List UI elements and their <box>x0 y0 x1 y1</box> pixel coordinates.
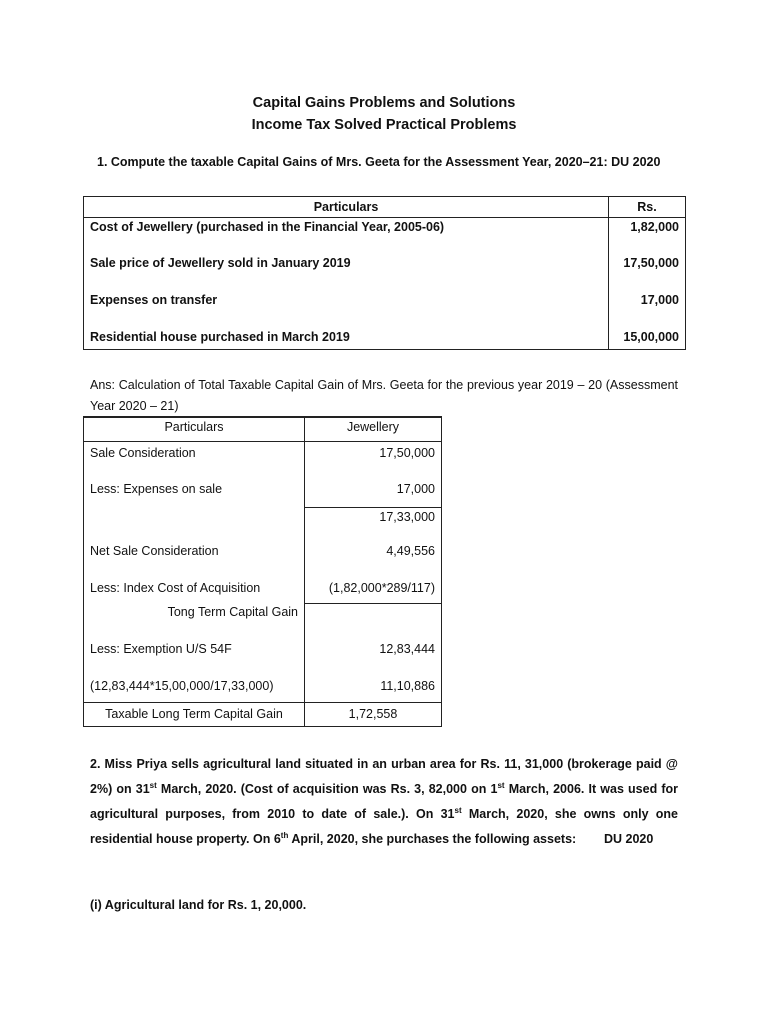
row-value: 15,00,000 <box>609 328 686 350</box>
row-label: Residential house purchased in March 2019 <box>84 328 609 350</box>
question-2-text-5: April, 2020, she purchases the following assets: DU 2020 <box>288 832 654 846</box>
row-label: Taxable Long Term Capital Gain <box>84 702 305 726</box>
question-2-item-1: (i) Agricultural land for Rs. 1, 20,000. <box>90 898 307 912</box>
table-row <box>84 677 442 702</box>
row-label: (12,83,444*15,00,000/17,33,000) <box>84 677 305 702</box>
row-value <box>305 603 442 640</box>
table-row <box>84 540 442 577</box>
table-row <box>84 441 442 478</box>
row-value: 12,83,444 <box>305 640 442 677</box>
table-row <box>84 603 442 640</box>
page-title-line-2: Income Tax Solved Practical Problems <box>251 117 517 133</box>
ordinal-suffix: st <box>497 780 505 790</box>
row-label: Less: Exemption U/S 54F <box>84 640 305 677</box>
row-label: Expenses on transfer <box>84 291 609 328</box>
row-value: 17,33,000 <box>305 507 442 540</box>
row-label: Net Sale Consideration <box>84 540 305 577</box>
table-row <box>84 577 442 603</box>
question-1: 1. Compute the taxable Capital Gains of Mrs. Geeta for the Assessment Year, 2020–21: DU 2020 <box>97 155 661 169</box>
page-title-line-1: Capital Gains Problems and Solutions <box>252 95 516 111</box>
table-row <box>84 507 442 540</box>
question-2 <box>90 752 678 852</box>
column-header-rs: Rs. <box>609 197 686 218</box>
row-label: Sale price of Jewellery sold in January 2019 <box>84 254 609 291</box>
row-label: Cost of Jewellery (purchased in the Financial Year, 2005-06) <box>84 218 609 254</box>
ordinal-suffix: st <box>149 780 157 790</box>
row-value: (1,82,000*289/117) <box>305 577 442 603</box>
table-header-row <box>84 417 442 441</box>
table-row <box>84 218 686 254</box>
row-value: 17,50,000 <box>609 254 686 291</box>
row-value: 17,000 <box>305 478 442 507</box>
table-header-row <box>84 197 686 218</box>
column-header-particulars: Particulars <box>84 417 305 441</box>
row-value: 1,72,558 <box>305 702 442 726</box>
question-2-text-2: March, 2020. (Cost of acquisition was Rs. 3, 82,000 on 1 <box>156 782 498 796</box>
row-value: 17,000 <box>609 291 686 328</box>
table-row <box>84 254 686 291</box>
row-value: 11,10,886 <box>305 677 442 702</box>
column-header-particulars: Particulars <box>84 197 609 218</box>
column-header-jewellery: Jewellery <box>305 417 442 441</box>
row-value: 4,49,556 <box>305 540 442 577</box>
table-row <box>84 640 442 677</box>
row-label <box>84 507 305 540</box>
answer-1-table <box>83 416 442 727</box>
table-row <box>84 478 442 507</box>
row-value: 1,82,000 <box>609 218 686 254</box>
row-label: Tong Term Capital Gain <box>84 603 305 640</box>
question-2-text-1: 2. Miss Priya sells agricultural land situated in an urban area for Rs. 11, 31,000 (brokerage paid @ 2%) on 31 <box>90 757 678 796</box>
question-2-text-3: March, 2006. It was used for agricultural purposes, from 2010 to date of sale.). On 31 <box>90 782 678 821</box>
row-label: Less: Expenses on sale <box>84 478 305 507</box>
row-label: Sale Consideration <box>84 441 305 478</box>
question-1-table <box>83 196 686 350</box>
answer-1-intro: Ans: Calculation of Total Taxable Capital Gain of Mrs. Geeta for the previous year 2019 – 20 (Assessment Year 2020 – 21) <box>90 378 678 413</box>
table-row <box>84 291 686 328</box>
ordinal-suffix: st <box>454 805 462 815</box>
table-row <box>84 328 686 350</box>
ordinal-suffix: th <box>280 830 289 840</box>
table-row <box>84 702 442 726</box>
row-label: Less: Index Cost of Acquisition <box>84 577 305 603</box>
question-2-text-4: March, 2020, she owns only one residential house property. On 6 <box>90 807 678 846</box>
row-value: 17,50,000 <box>305 441 442 478</box>
